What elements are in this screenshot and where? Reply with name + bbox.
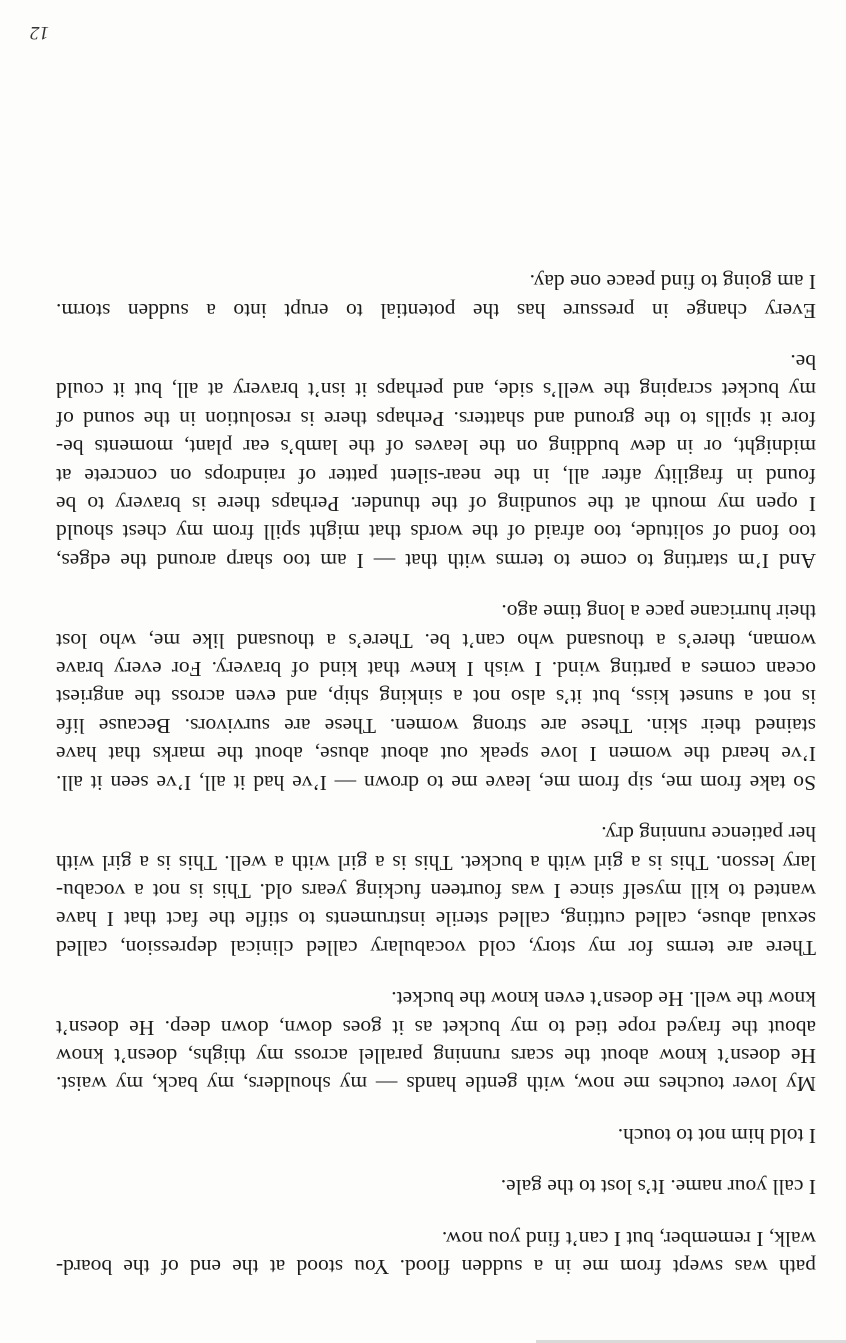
text-line: He doesn’t know about the scars running parallel across my thighs, doesn’t know xyxy=(56,1043,816,1068)
paragraph xyxy=(56,1224,816,1281)
text-line: is not a sunset kiss, but it’s also not a sinking ship, and even across the angriest xyxy=(56,685,816,710)
text-line: know the well. He doesn’t even know the bucket. xyxy=(391,987,816,1012)
text-line: I told him not to touch. xyxy=(617,1123,816,1148)
text-line: about the frayed rope tied to my bucket as it goes down, down deep. He doesn’t xyxy=(56,1015,816,1040)
text-line: sexual abuse, called cutting, called sterile instruments to stifle the fact that I have xyxy=(56,907,816,932)
paragraph xyxy=(56,348,816,575)
page-number: 12 xyxy=(30,22,49,43)
paragraph xyxy=(56,820,816,962)
text-line: lary lesson. This is a girl with a bucket. This is a girl with a well. This is a girl with xyxy=(56,850,816,875)
text-line: fore it spills to the ground and shatters. Perhaps there is resolution in the sound of xyxy=(56,406,816,431)
text-line: I am going to find peace one day. xyxy=(529,270,816,295)
text-line: wanted to kill myself since I was fourteen fucking years old. This is not a vocabu- xyxy=(56,878,816,903)
text-line: woman, there’s a thousand who can’t be. There’s a thousand like me, who lost xyxy=(56,628,816,653)
text-line: be. xyxy=(790,350,816,375)
text-line: I call your name. It’s lost to the gale. xyxy=(500,1175,816,1200)
text-line: stained their skin. These are strong women. These are survivors. Because life xyxy=(56,713,816,738)
text-line: too fond of solitude, too afraid of the words that might spill from my chest should xyxy=(56,520,816,545)
body-text xyxy=(56,245,816,1281)
text-line: path was swept from me in a sudden flood. You stood at the end of the board- xyxy=(56,1255,816,1279)
text-line: I’ve heard the women I love speak out about abuse, about the marks that have xyxy=(56,742,816,767)
text-line: her patience running dry. xyxy=(601,822,816,847)
text-line: their hurricane pace a long time ago. xyxy=(501,600,816,625)
text-line: I open my mouth at the sounding of the thunder. Perhaps there is bravery to be xyxy=(56,492,816,517)
paragraph xyxy=(56,985,816,1099)
text-line: midnight, or in dew budding on the leaves of the lamb’s ear plant, moments be- xyxy=(56,435,816,460)
text-line: There are terms for my story, cold vocabulary called clinical depression, called xyxy=(56,935,816,960)
text-line: found in fragility after all, in the near-silent patter of raindrops on concrete at xyxy=(56,463,816,488)
text-line: So take from me, sip from me, leave me to drown — I’ve had it all, I’ve seen it all. xyxy=(56,770,816,795)
text-line: And I’m starting to come to terms with that — I am too sharp around the edges, xyxy=(56,548,816,573)
text-line: Every change in pressure has the potential to erupt into a sudden storm. xyxy=(56,298,816,323)
paragraph xyxy=(56,1121,816,1149)
text-line: My lover touches me now, with gentle hands — my shoulders, my back, my waist. xyxy=(56,1072,816,1097)
paragraph xyxy=(56,268,816,325)
text-line: ocean comes a parting wind. I wish I knew that kind of bravery. For every brave xyxy=(56,657,816,682)
paragraph xyxy=(56,598,816,797)
text-line: walk, I remember, but I can’t find you now. xyxy=(441,1226,816,1251)
text-line: my bucket scraping the well’s side, and perhaps it isn’t bravery at all, but it could xyxy=(56,378,816,403)
paragraph xyxy=(56,1173,816,1201)
